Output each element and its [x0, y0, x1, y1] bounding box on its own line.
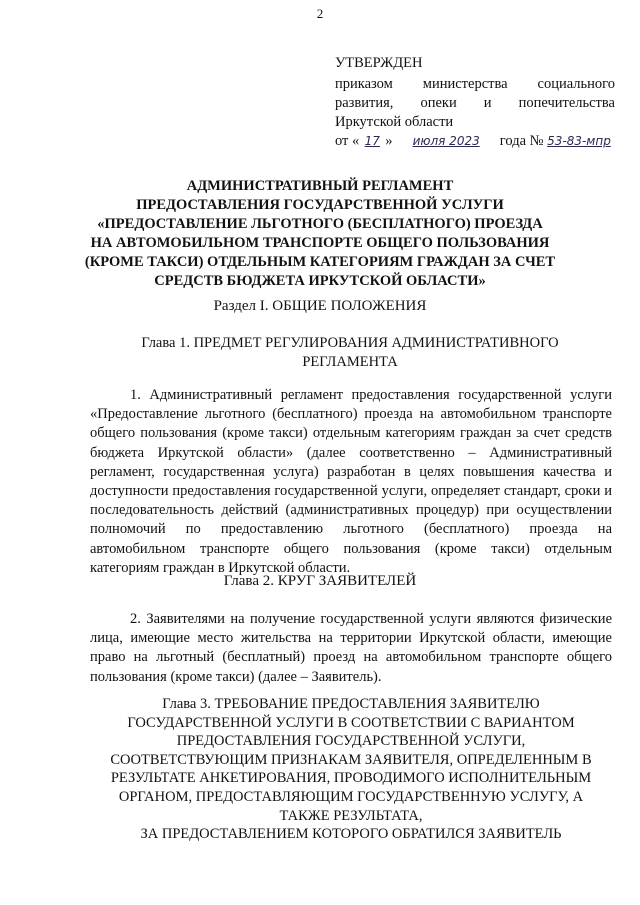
title-line: АДМИНИСТРАТИВНЫЙ РЕГЛАМЕНТ — [186, 178, 454, 194]
chapter-3-line: ЗА ПРЕДОСТАВЛЕНИЕМ КОТОРОГО ОБРАТИЛСЯ ЗАЯВИТЕЛЬ — [140, 826, 562, 843]
page-number: 2 — [316, 6, 324, 21]
date-prefix: от « — [335, 133, 360, 149]
chapter-3-line: ТАКЖЕ РЕЗУЛЬТАТА, — [279, 807, 423, 824]
chapter-1-heading: Глава 1. ПРЕДМЕТ РЕГУЛИРОВАНИЯ АДМИНИСТРАТИВНОГО РЕГЛАМЕНТА — [141, 335, 559, 370]
handwritten-order-number: 53-83-мпр — [547, 134, 611, 148]
date-close-quote: » — [385, 133, 393, 149]
chapter-3-line: СООТВЕТСТВУЮЩИМ ПРИЗНАКАМ ЗАЯВИТЕЛЯ, ОПРЕДЕЛЕННЫМ В — [110, 751, 592, 768]
section-heading: Раздел I. ОБЩИЕ ПОЛОЖЕНИЯ — [213, 298, 427, 314]
paragraph-2-text: 2. Заявителями на получение государственной услуги являются физические лица, имеющие место жительства на территории Иркутской области, имеющие право на льготный (бесплатный) проезд на автомобильном транспорте общего пользования (кроме такси) (далее – Заявитель). — [90, 611, 612, 685]
chapter-3-line: Глава 3. ТРЕБОВАНИЕ ПРЕДОСТАВЛЕНИЯ ЗАЯВИТЕЛЮ — [162, 696, 540, 712]
title-line: «ПРЕДОСТАВЛЕНИЕ ЛЬГОТНОГО (БЕСПЛАТНОГО) ПРОЕЗДА — [97, 216, 543, 232]
paragraph-2 — [90, 610, 612, 687]
paragraph-1 — [90, 386, 612, 578]
chapter-3-heading — [90, 695, 612, 844]
chapter-2-heading: Глава 2. КРУГ ЗАЯВИТЕЛЕЙ — [223, 573, 417, 589]
approval-region: Иркутской области — [335, 114, 454, 130]
approval-title: УТВЕРЖДЕН — [335, 55, 423, 71]
document-title — [0, 177, 640, 291]
chapter-3-line: ПРЕДОСТАВЛЕНИЯ ГОСУДАРСТВЕННОЙ УСЛУГИ, — [176, 733, 526, 750]
chapter-3-line: ГОСУДАРСТВЕННОЙ УСЛУГИ В СООТВЕТСТВИИ С ВАРИАНТОМ — [127, 714, 575, 731]
title-line: НА АВТОМОБИЛЬНОМ ТРАНСПОРТЕ ОБЩЕГО ПОЛЬЗОВАНИЯ — [90, 235, 550, 251]
paragraph-1-text: 1. Административный регламент предоставления государственной услуги «Предоставление льготного (бесплатного) проезда на автомобильном транспорте общего пользования (кроме такси) отдельным категориям граждан за счет средств бюджета Иркутской области» (далее соответственно – Административный регламент, государственная услуга) разработан в целях повышения качества и доступности предоставления государственной услуги, определяет стандарт, сроки и последовательность действий (административных процедур) при осуществлении полномочий по предоставлению льготного (бесплатного) проезда на автомобильном транспорте общего пользования (кроме такси) отдельным категориям граждан в Иркутской области. — [90, 387, 612, 576]
handwritten-day: 17 — [364, 134, 380, 148]
approval-block — [335, 54, 615, 151]
approval-date-line — [335, 132, 615, 151]
chapter-3-line: РЕЗУЛЬТАТЕ АНКЕТИРОВАНИЯ, ПРОВОДИМОГО ИСПОЛНИТЕЛЬНЫМ — [110, 770, 592, 787]
title-line: СРЕДСТВ БЮДЖЕТА ИРКУТСКОЙ ОБЛАСТИ» — [154, 273, 486, 289]
chapter-3-line: ОРГАНОМ, ПРЕДОСТАВЛЯЮЩИМ ГОСУДАРСТВЕННУЮ УСЛУГУ, А — [118, 788, 584, 805]
date-year-number-label: года № — [499, 133, 544, 149]
handwritten-month-year: июля 2023 — [412, 134, 480, 148]
title-line: (КРОМЕ ТАКСИ) ОТДЕЛЬНЫМ КАТЕГОРИЯМ ГРАЖДАН ЗА СЧЕТ — [84, 254, 556, 270]
approval-line-1: приказом министерства социального — [335, 76, 615, 92]
title-line: ПРЕДОСТАВЛЕНИЯ ГОСУДАРСТВЕННОЙ УСЛУГИ — [136, 197, 504, 213]
approval-line-2: развития, опеки и попечительства — [335, 95, 615, 111]
